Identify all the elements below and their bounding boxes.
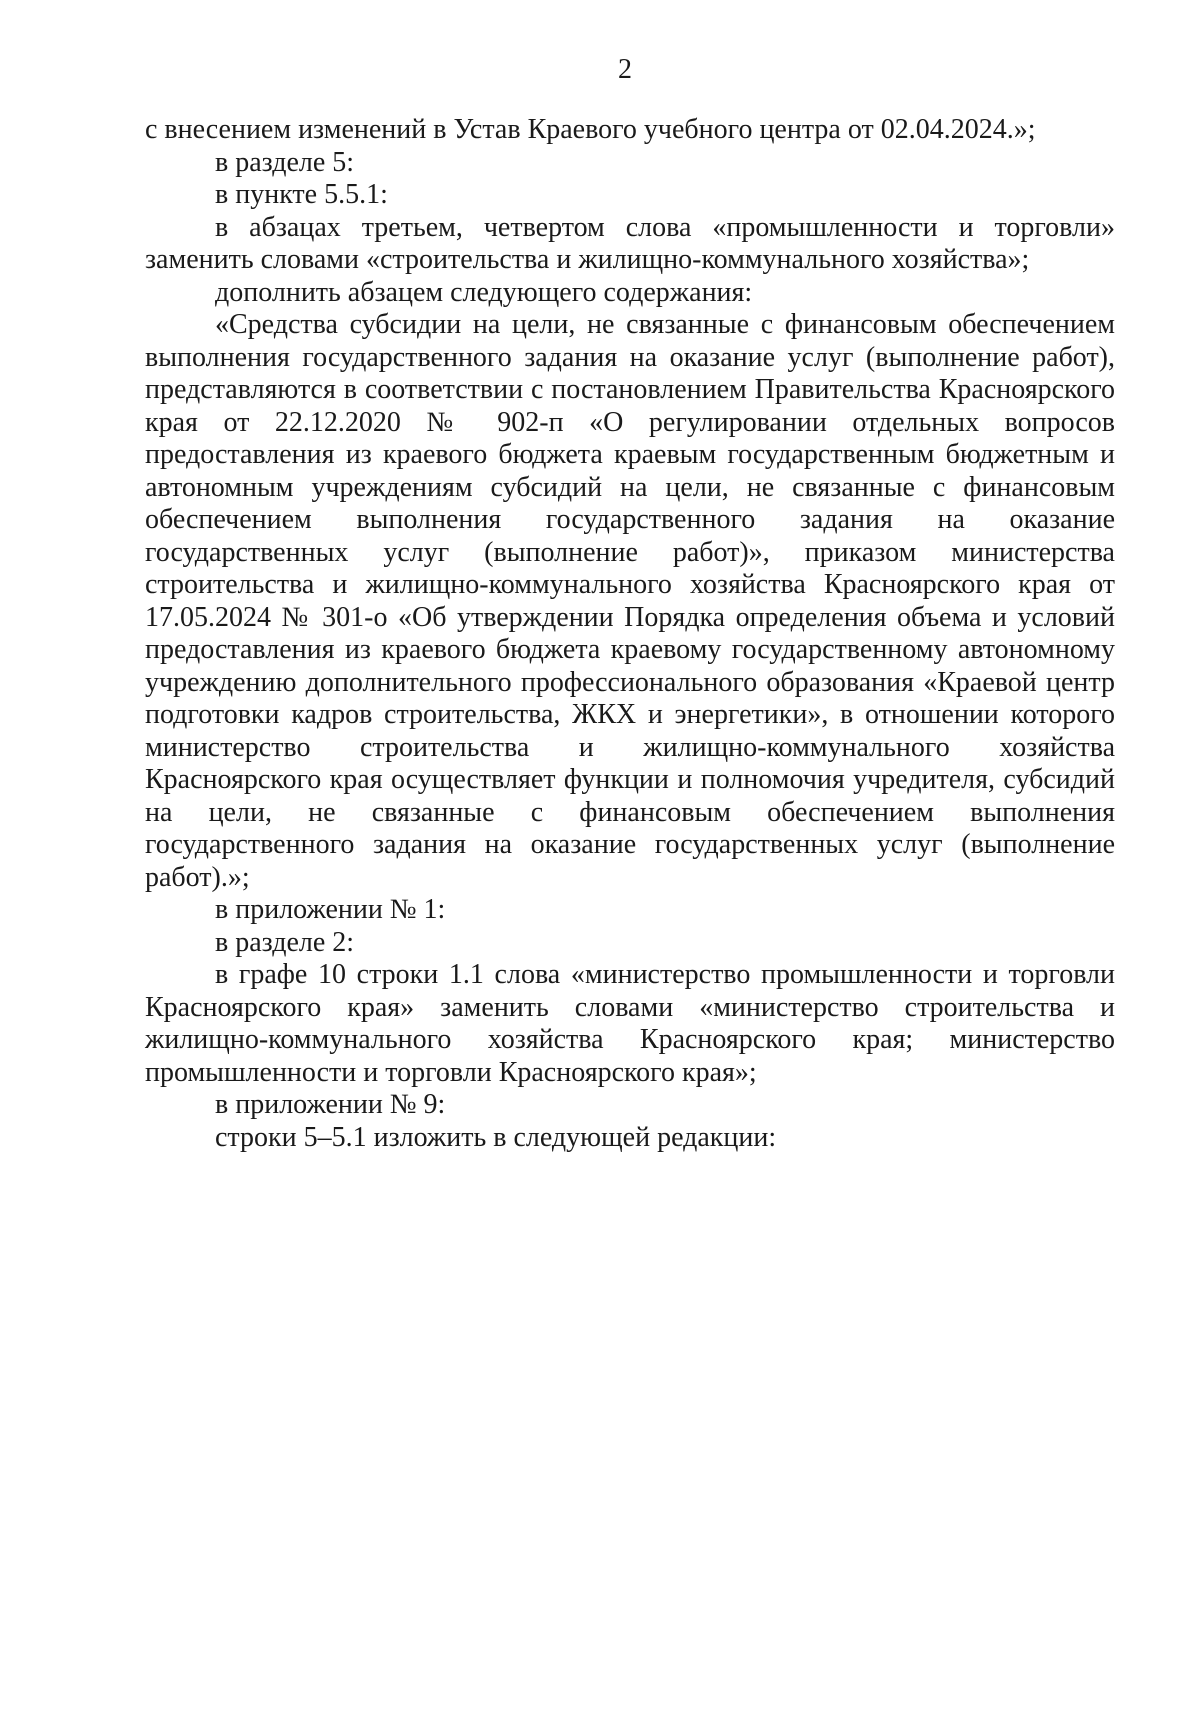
paragraph-item-5-5-1: в пункте 5.5.1: — [215, 179, 388, 210]
paragraph-appendix-9: в приложении № 9: — [215, 1089, 446, 1120]
page-number: 2 — [618, 54, 632, 85]
paragraph-section-2: в разделе 2: — [215, 926, 355, 958]
document-body — [145, 114, 1115, 1154]
paragraph-rows-5: строки 5–5.1 изложить в следующей редакции: — [215, 1121, 777, 1153]
paragraph-section-5: в разделе 5: — [215, 146, 355, 178]
paragraph-add-clause: дополнить абзацем следующего содержания: — [215, 276, 753, 308]
paragraph-appendix-1: в приложении № 1: — [215, 894, 446, 925]
paragraph-column-10: в графе 10 строки 1.1 слова «министерство промышленности и торговли Красноярского края» заменить словами «министерство строительства и жилищно-коммунального хозяйства Красноярского края; министерство промышленности и торговли Красноярского края»; — [145, 959, 1115, 1088]
paragraph-continuation: с внесением изменений в Устав Краевого учебного центра от 02.04.2024.»; — [145, 114, 1036, 145]
paragraph-subsidy-text: «Средства субсидии на цели, не связанные с финансовым обеспечением выполнения государственного задания на оказание услуг (выполнение работ), представляются в соответствии с постановлением Правительства Красноярского края от 22.12.2020 № 902-п «О регулировании отдельных вопросов предоставления из краевого бюджета краевым государственным бюджетным и автономным учреждениям субсидий на цели, не связанные с финансовым обеспечением выполнения государственного задания на оказание государственных услуг (выполнение работ)», приказом министерства строительства и жилищно-коммунального хозяйства Красноярского края от 17.05.2024 № 301-о «Об утверждении Порядка определения объема и условий предоставления из краевого бюджета краевому государственному автономному учреждению дополнительного профессионального образования «Краевой центр подготовки кадров строительства, ЖКХ и энергетики», в отношении которого министерство строительства и жилищно-коммунального хозяйства Красноярского края осуществляет функции и полномочия учредителя, субсидий на цели, не связанные с финансовым обеспечением выполнения государственного задания на оказание государственных услуг (выполнение работ).»; — [145, 309, 1115, 893]
paragraph-replace-words: в абзацах третьем, четвертом слова «промышленности и торговли» заменить словами «строительства и жилищно-коммунального хозяйства»; — [145, 211, 1115, 275]
